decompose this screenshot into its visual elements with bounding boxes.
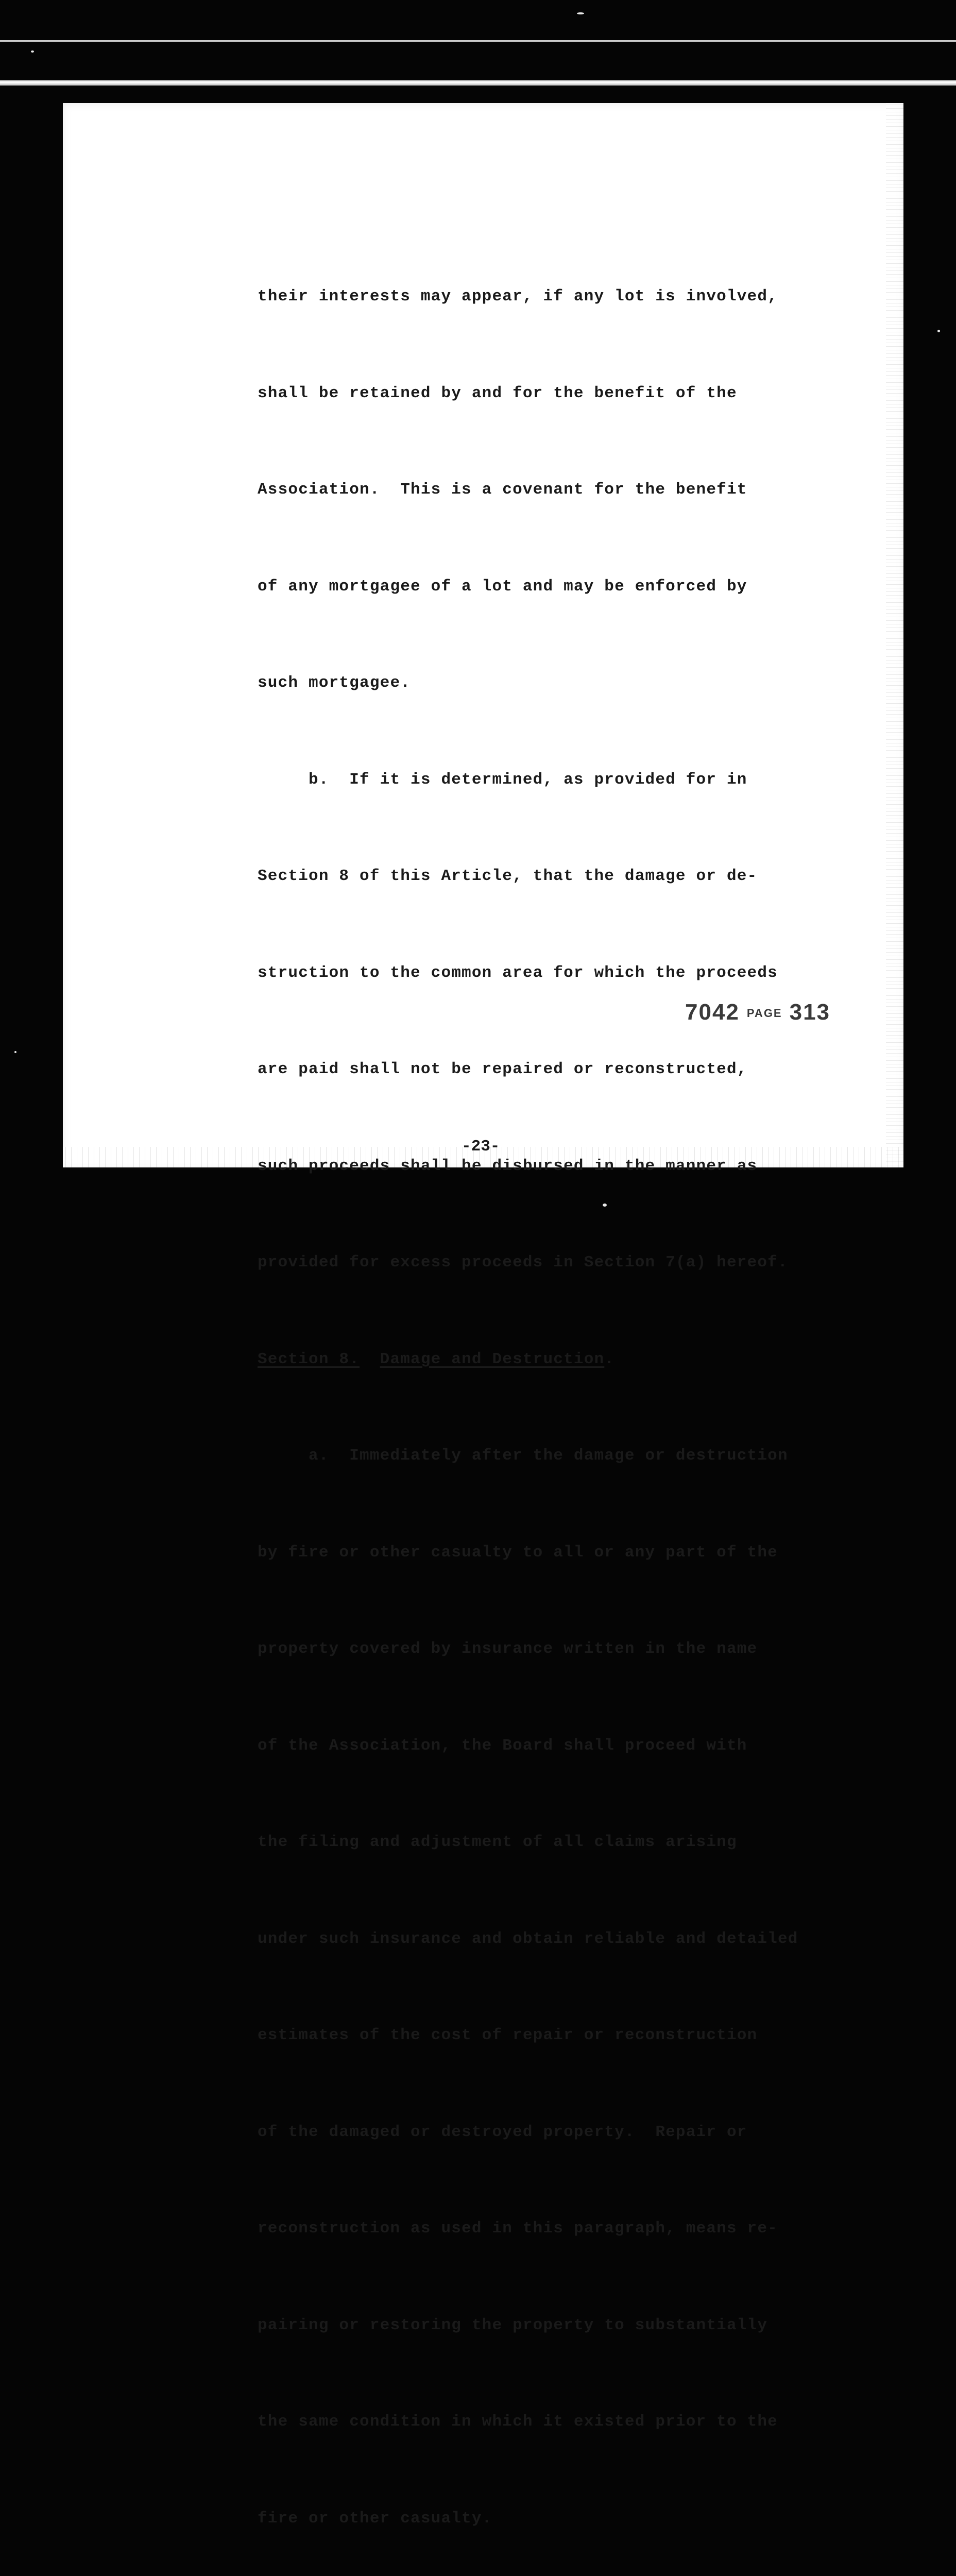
page-number: -23-	[462, 1138, 500, 1156]
section-heading-suffix: .	[604, 1350, 615, 1368]
scan-speck	[31, 50, 34, 53]
body-line: their interests may appear, if any lot is involved,	[258, 287, 778, 306]
body-line: of the Association, the Board shall proceed with	[258, 1736, 747, 1755]
body-line: fire or other casualty.	[258, 2509, 492, 2528]
body-line: the same condition in which it existed prior to the	[258, 2413, 778, 2431]
body-line: of the damaged or destroyed property. Repair or	[258, 2123, 747, 2141]
body-line: the filing and adjustment of all claims arising	[258, 1833, 737, 1851]
scan-speck	[14, 1051, 16, 1053]
body-line: are paid shall not be repaired or reconstructed,	[258, 1060, 747, 1078]
scan-speck	[577, 12, 584, 14]
body-line: pairing or restoring the property to substantially	[258, 2316, 768, 2334]
body-line: b. If it is determined, as provided for in	[258, 770, 747, 789]
document-body	[258, 216, 814, 2576]
scan-edge-line	[0, 40, 956, 42]
section-title: Damage and Destruction	[380, 1350, 605, 1368]
body-line: such proceeds shall be disbursed in the manner as	[258, 1157, 758, 1175]
stamp-page-label: PAGE	[746, 1007, 782, 1020]
body-line: by fire or other casualty to all or any part of the	[258, 1543, 778, 1562]
body-line: under such insurance and obtain reliable and detailed	[258, 1929, 798, 1948]
body-line: struction to the common area for which the proceeds	[258, 963, 778, 982]
body-line: such mortgagee.	[258, 674, 411, 692]
section-number: Section 8.	[258, 1350, 360, 1368]
scan-speck	[937, 330, 940, 332]
body-line: property covered by insurance written in the name	[258, 1640, 758, 1658]
body-line: of any mortgagee of a lot and may be enforced by	[258, 577, 747, 596]
section-heading	[258, 1344, 814, 1376]
recording-stamp	[685, 999, 830, 1025]
body-line: Section 8 of this Article, that the damage or de-	[258, 867, 758, 885]
scan-noise-right	[886, 103, 903, 1167]
body-line: reconstruction as used in this paragraph, means re-	[258, 2219, 778, 2238]
body-line: shall be retained by and for the benefit of the	[258, 384, 737, 402]
scan-edge-line	[0, 80, 956, 86]
stamp-book-number: 7042	[685, 999, 740, 1025]
body-line: estimates of the cost of repair or reconstruction	[258, 2026, 758, 2044]
body-line: a. Immediately after the damage or destruction	[258, 1447, 788, 1465]
stamp-page-number: 313	[789, 999, 831, 1025]
body-line: Association. This is a covenant for the benefit	[258, 481, 747, 499]
body-line: provided for excess proceeds in Section 7(a) hereof.	[258, 1253, 788, 1272]
